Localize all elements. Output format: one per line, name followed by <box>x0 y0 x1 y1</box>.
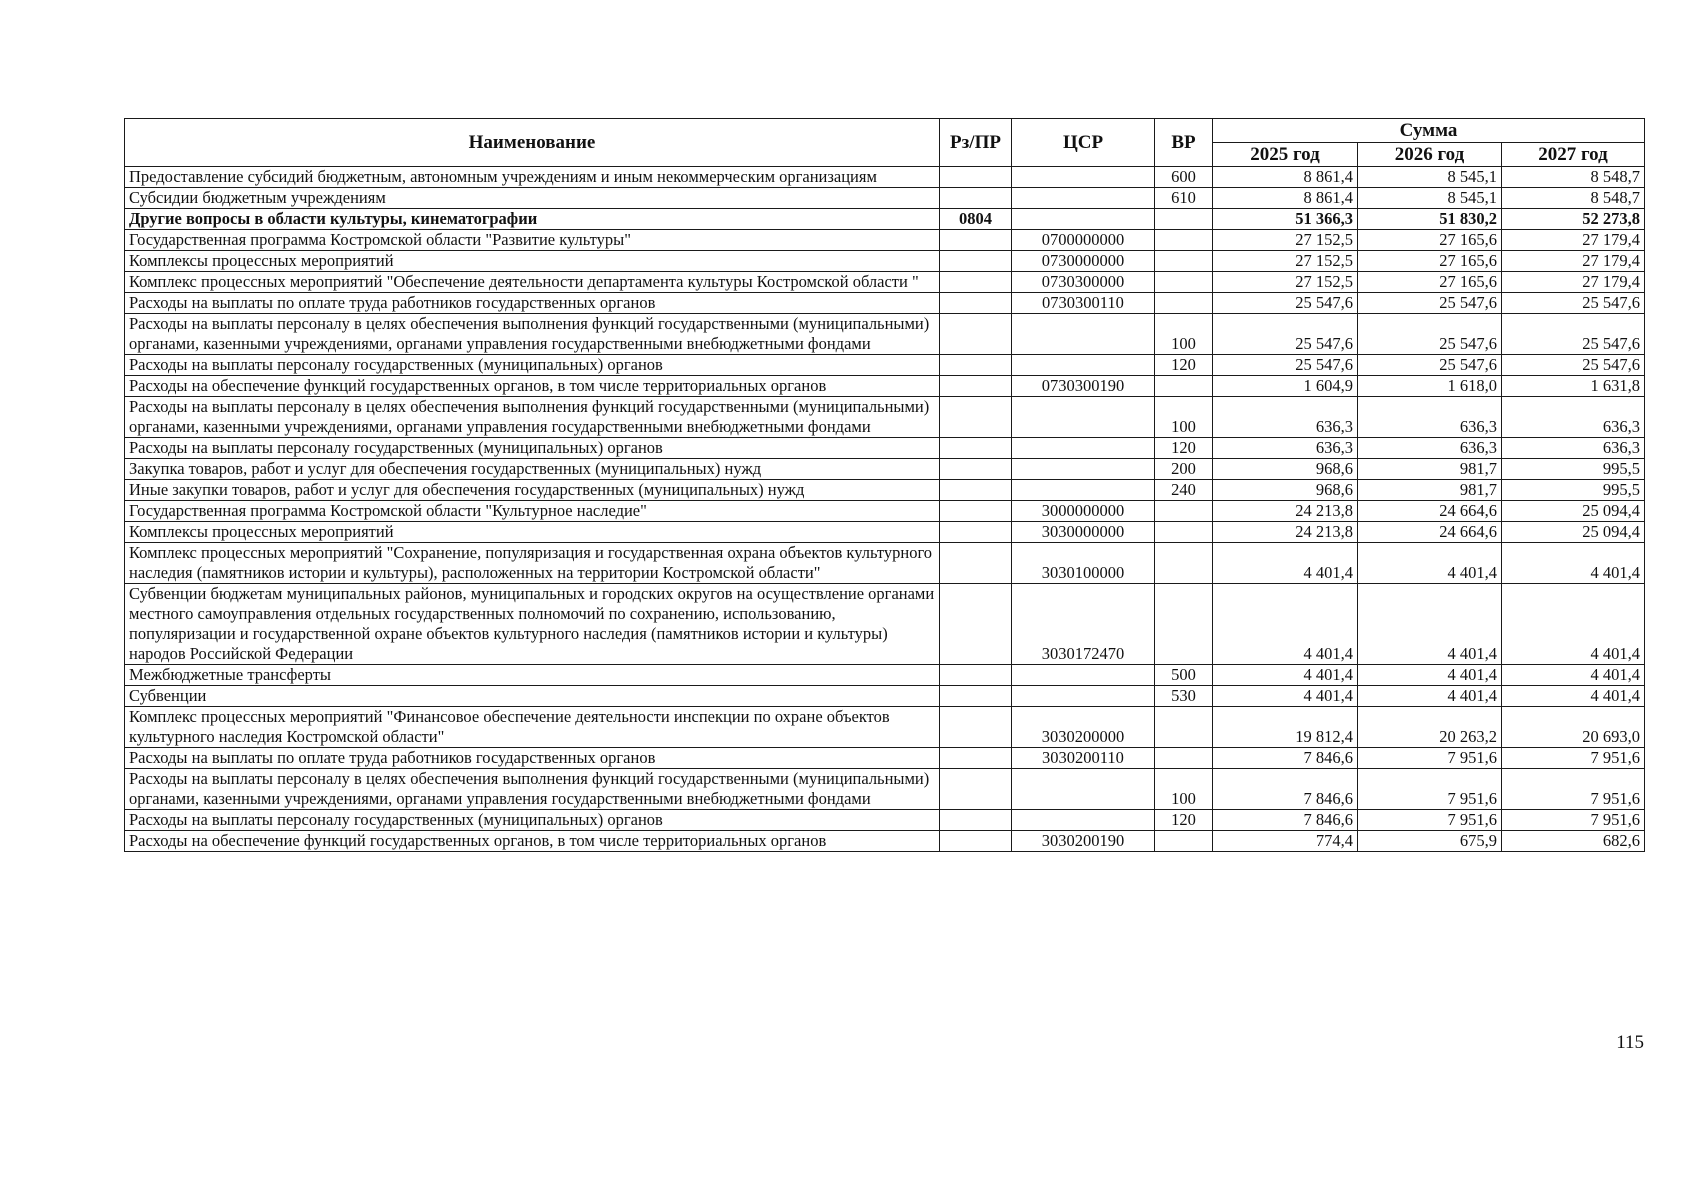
cell-rzpr <box>940 480 1012 501</box>
budget-table <box>124 118 1645 852</box>
cell-2027: 25 094,4 <box>1502 501 1645 522</box>
cell-vr: 500 <box>1155 665 1213 686</box>
cell-2025: 968,6 <box>1213 480 1358 501</box>
cell-2025: 25 547,6 <box>1213 293 1358 314</box>
table-row <box>125 376 1645 397</box>
cell-rzpr <box>940 501 1012 522</box>
table-row <box>125 769 1645 810</box>
cell-rzpr <box>940 748 1012 769</box>
cell-name: Субвенции бюджетам муниципальных районов, муниципальных и городских округов на осуществление органами местного самоуправления отдельных государственных полномочий по сохранению, использованию, популяризации и государственной охране объектов культурного наследия (памятников истории и культуры) народов Российской Федерации <box>125 584 940 665</box>
cell-name: Закупка товаров, работ и услуг для обеспечения государственных (муниципальных) нужд <box>125 459 940 480</box>
cell-vr: 100 <box>1155 769 1213 810</box>
cell-name: Предоставление субсидий бюджетным, автономным учреждениям и иным некоммерческим организациям <box>125 167 940 188</box>
cell-csr <box>1012 686 1155 707</box>
cell-rzpr <box>940 397 1012 438</box>
cell-2026: 981,7 <box>1358 459 1502 480</box>
cell-csr: 3030200190 <box>1012 831 1155 852</box>
table-row <box>125 188 1645 209</box>
cell-csr <box>1012 188 1155 209</box>
table-body <box>125 167 1645 852</box>
cell-2025: 968,6 <box>1213 459 1358 480</box>
cell-2026: 7 951,6 <box>1358 769 1502 810</box>
cell-2027: 636,3 <box>1502 438 1645 459</box>
table-row <box>125 293 1645 314</box>
cell-vr <box>1155 707 1213 748</box>
cell-2027: 25 547,6 <box>1502 355 1645 376</box>
cell-vr: 100 <box>1155 314 1213 355</box>
cell-2027: 8 548,7 <box>1502 188 1645 209</box>
cell-2026: 1 618,0 <box>1358 376 1502 397</box>
cell-rzpr <box>940 438 1012 459</box>
cell-2025: 7 846,6 <box>1213 769 1358 810</box>
cell-csr <box>1012 167 1155 188</box>
table-header <box>125 119 1645 167</box>
cell-vr <box>1155 748 1213 769</box>
cell-2026: 636,3 <box>1358 397 1502 438</box>
cell-name: Государственная программа Костромской области "Культурное наследие" <box>125 501 940 522</box>
cell-vr: 120 <box>1155 355 1213 376</box>
cell-2026: 27 165,6 <box>1358 251 1502 272</box>
cell-2027: 52 273,8 <box>1502 209 1645 230</box>
cell-rzpr <box>940 831 1012 852</box>
page-number: 115 <box>1616 1032 1644 1053</box>
table-row <box>125 501 1645 522</box>
cell-2027: 682,6 <box>1502 831 1645 852</box>
cell-csr: 3030000000 <box>1012 522 1155 543</box>
cell-csr: 0700000000 <box>1012 230 1155 251</box>
cell-2025: 27 152,5 <box>1213 230 1358 251</box>
cell-2026: 25 547,6 <box>1358 314 1502 355</box>
table-row <box>125 480 1645 501</box>
cell-2025: 636,3 <box>1213 397 1358 438</box>
table-row <box>125 251 1645 272</box>
table-row <box>125 686 1645 707</box>
table-row <box>125 748 1645 769</box>
table-row <box>125 272 1645 293</box>
cell-name: Расходы на выплаты персоналу государственных (муниципальных) органов <box>125 438 940 459</box>
cell-2027: 7 951,6 <box>1502 810 1645 831</box>
cell-csr: 3000000000 <box>1012 501 1155 522</box>
cell-name: Расходы на выплаты по оплате труда работников государственных органов <box>125 748 940 769</box>
cell-csr <box>1012 438 1155 459</box>
cell-2026: 27 165,6 <box>1358 272 1502 293</box>
cell-name: Субсидии бюджетным учреждениям <box>125 188 940 209</box>
cell-2026: 7 951,6 <box>1358 748 1502 769</box>
cell-2025: 1 604,9 <box>1213 376 1358 397</box>
cell-name: Иные закупки товаров, работ и услуг для обеспечения государственных (муниципальных) нужд <box>125 480 940 501</box>
cell-2026: 4 401,4 <box>1358 686 1502 707</box>
cell-rzpr: 0804 <box>940 209 1012 230</box>
cell-2026: 27 165,6 <box>1358 230 1502 251</box>
table-row <box>125 831 1645 852</box>
cell-2025: 8 861,4 <box>1213 188 1358 209</box>
cell-csr <box>1012 355 1155 376</box>
header-year-2026: 2026 год <box>1358 143 1502 167</box>
cell-csr <box>1012 480 1155 501</box>
cell-name: Расходы на обеспечение функций государственных органов, в том числе территориальных органов <box>125 376 940 397</box>
cell-name: Государственная программа Костромской области "Развитие культуры" <box>125 230 940 251</box>
cell-csr: 3030172470 <box>1012 584 1155 665</box>
header-vr: ВР <box>1155 119 1213 167</box>
table-row <box>125 438 1645 459</box>
cell-rzpr <box>940 251 1012 272</box>
cell-rzpr <box>940 314 1012 355</box>
cell-2027: 4 401,4 <box>1502 543 1645 584</box>
cell-2025: 7 846,6 <box>1213 810 1358 831</box>
cell-rzpr <box>940 584 1012 665</box>
cell-2025: 4 401,4 <box>1213 543 1358 584</box>
cell-2025: 25 547,6 <box>1213 314 1358 355</box>
cell-2025: 8 861,4 <box>1213 167 1358 188</box>
cell-2026: 8 545,1 <box>1358 167 1502 188</box>
cell-rzpr <box>940 769 1012 810</box>
cell-csr <box>1012 769 1155 810</box>
cell-2025: 19 812,4 <box>1213 707 1358 748</box>
cell-2027: 20 693,0 <box>1502 707 1645 748</box>
cell-name: Расходы на выплаты персоналу в целях обеспечения выполнения функций государственными (муниципальными) органами, казенными учреждениями, органами управления государственными внебюджетными фондами <box>125 314 940 355</box>
cell-name: Комплекс процессных мероприятий "Обеспечение деятельности департамента культуры Костромской области " <box>125 272 940 293</box>
cell-rzpr <box>940 293 1012 314</box>
cell-rzpr <box>940 167 1012 188</box>
cell-csr <box>1012 665 1155 686</box>
table-row <box>125 810 1645 831</box>
cell-vr <box>1155 376 1213 397</box>
cell-csr: 3030200000 <box>1012 707 1155 748</box>
cell-2026: 24 664,6 <box>1358 522 1502 543</box>
cell-2026: 20 263,2 <box>1358 707 1502 748</box>
cell-2027: 4 401,4 <box>1502 665 1645 686</box>
table-row <box>125 355 1645 376</box>
cell-name: Комплекс процессных мероприятий "Сохранение, популяризация и государственная охрана объектов культурного наследия (памятников истории и культуры), расположенных на территории Костромской области" <box>125 543 940 584</box>
table-row <box>125 584 1645 665</box>
cell-2027: 995,5 <box>1502 459 1645 480</box>
cell-csr <box>1012 314 1155 355</box>
cell-name: Другие вопросы в области культуры, кинематографии <box>125 209 940 230</box>
table-row <box>125 665 1645 686</box>
header-rzpr: Рз/ПР <box>940 119 1012 167</box>
table-row <box>125 707 1645 748</box>
cell-csr: 0730300000 <box>1012 272 1155 293</box>
cell-2027: 27 179,4 <box>1502 230 1645 251</box>
cell-vr: 610 <box>1155 188 1213 209</box>
cell-2026: 51 830,2 <box>1358 209 1502 230</box>
cell-2027: 25 094,4 <box>1502 522 1645 543</box>
cell-vr: 100 <box>1155 397 1213 438</box>
cell-name: Субвенции <box>125 686 940 707</box>
cell-2025: 774,4 <box>1213 831 1358 852</box>
table-row <box>125 397 1645 438</box>
cell-2027: 4 401,4 <box>1502 584 1645 665</box>
cell-vr <box>1155 831 1213 852</box>
header-year-2027: 2027 год <box>1502 143 1645 167</box>
cell-2027: 27 179,4 <box>1502 272 1645 293</box>
cell-name: Расходы на обеспечение функций государственных органов, в том числе территориальных органов <box>125 831 940 852</box>
cell-2027: 7 951,6 <box>1502 769 1645 810</box>
cell-2027: 636,3 <box>1502 397 1645 438</box>
header-sum: Сумма <box>1213 119 1645 143</box>
cell-name: Комплексы процессных мероприятий <box>125 251 940 272</box>
cell-2026: 4 401,4 <box>1358 584 1502 665</box>
cell-2025: 7 846,6 <box>1213 748 1358 769</box>
header-year-2025: 2025 год <box>1213 143 1358 167</box>
cell-name: Межбюджетные трансферты <box>125 665 940 686</box>
cell-name: Комплексы процессных мероприятий <box>125 522 940 543</box>
cell-2026: 8 545,1 <box>1358 188 1502 209</box>
cell-2027: 4 401,4 <box>1502 686 1645 707</box>
cell-csr <box>1012 209 1155 230</box>
cell-2025: 4 401,4 <box>1213 584 1358 665</box>
table-row <box>125 459 1645 480</box>
cell-csr <box>1012 810 1155 831</box>
cell-vr <box>1155 209 1213 230</box>
cell-2027: 7 951,6 <box>1502 748 1645 769</box>
table-row <box>125 543 1645 584</box>
cell-2025: 4 401,4 <box>1213 686 1358 707</box>
cell-csr <box>1012 397 1155 438</box>
cell-name: Расходы на выплаты персоналу государственных (муниципальных) органов <box>125 355 940 376</box>
cell-2025: 27 152,5 <box>1213 251 1358 272</box>
cell-2025: 25 547,6 <box>1213 355 1358 376</box>
header-csr: ЦСР <box>1012 119 1155 167</box>
cell-csr: 0730300110 <box>1012 293 1155 314</box>
cell-vr <box>1155 584 1213 665</box>
cell-vr <box>1155 522 1213 543</box>
cell-vr: 600 <box>1155 167 1213 188</box>
cell-2026: 636,3 <box>1358 438 1502 459</box>
cell-rzpr <box>940 707 1012 748</box>
cell-name: Комплекс процессных мероприятий "Финансовое обеспечение деятельности инспекции по охране объектов культурного наследия Костромской области" <box>125 707 940 748</box>
cell-rzpr <box>940 543 1012 584</box>
table-row <box>125 230 1645 251</box>
table-row <box>125 209 1645 230</box>
cell-csr: 3030200110 <box>1012 748 1155 769</box>
cell-csr: 3030100000 <box>1012 543 1155 584</box>
cell-csr <box>1012 459 1155 480</box>
cell-vr <box>1155 230 1213 251</box>
cell-rzpr <box>940 686 1012 707</box>
cell-vr: 240 <box>1155 480 1213 501</box>
cell-2026: 25 547,6 <box>1358 355 1502 376</box>
cell-rzpr <box>940 459 1012 480</box>
cell-2025: 24 213,8 <box>1213 501 1358 522</box>
cell-2026: 7 951,6 <box>1358 810 1502 831</box>
cell-name: Расходы на выплаты персоналу в целях обеспечения выполнения функций государственными (муниципальными) органами, казенными учреждениями, органами управления государственными внебюджетными фондами <box>125 397 940 438</box>
cell-2025: 24 213,8 <box>1213 522 1358 543</box>
cell-vr: 120 <box>1155 438 1213 459</box>
cell-vr <box>1155 543 1213 584</box>
cell-rzpr <box>940 522 1012 543</box>
cell-2027: 8 548,7 <box>1502 167 1645 188</box>
cell-name: Расходы на выплаты персоналу в целях обеспечения выполнения функций государственными (муниципальными) органами, казенными учреждениями, органами управления государственными внебюджетными фондами <box>125 769 940 810</box>
cell-csr: 0730300190 <box>1012 376 1155 397</box>
cell-2026: 4 401,4 <box>1358 665 1502 686</box>
cell-2027: 25 547,6 <box>1502 293 1645 314</box>
cell-2025: 636,3 <box>1213 438 1358 459</box>
cell-2025: 27 152,5 <box>1213 272 1358 293</box>
cell-vr <box>1155 501 1213 522</box>
cell-2026: 675,9 <box>1358 831 1502 852</box>
cell-name: Расходы на выплаты по оплате труда работников государственных органов <box>125 293 940 314</box>
header-name: Наименование <box>125 119 940 167</box>
cell-2026: 4 401,4 <box>1358 543 1502 584</box>
cell-vr <box>1155 272 1213 293</box>
cell-rzpr <box>940 355 1012 376</box>
cell-name: Расходы на выплаты персоналу государственных (муниципальных) органов <box>125 810 940 831</box>
cell-vr: 530 <box>1155 686 1213 707</box>
cell-rzpr <box>940 272 1012 293</box>
cell-2026: 981,7 <box>1358 480 1502 501</box>
cell-vr: 200 <box>1155 459 1213 480</box>
cell-vr: 120 <box>1155 810 1213 831</box>
table-row <box>125 314 1645 355</box>
cell-2026: 24 664,6 <box>1358 501 1502 522</box>
cell-2027: 25 547,6 <box>1502 314 1645 355</box>
cell-2027: 995,5 <box>1502 480 1645 501</box>
cell-rzpr <box>940 188 1012 209</box>
table-row <box>125 522 1645 543</box>
cell-rzpr <box>940 665 1012 686</box>
cell-rzpr <box>940 376 1012 397</box>
cell-2026: 25 547,6 <box>1358 293 1502 314</box>
cell-vr <box>1155 251 1213 272</box>
cell-2025: 51 366,3 <box>1213 209 1358 230</box>
cell-2027: 1 631,8 <box>1502 376 1645 397</box>
table-row <box>125 167 1645 188</box>
cell-2027: 27 179,4 <box>1502 251 1645 272</box>
cell-rzpr <box>940 230 1012 251</box>
cell-2025: 4 401,4 <box>1213 665 1358 686</box>
cell-rzpr <box>940 810 1012 831</box>
cell-vr <box>1155 293 1213 314</box>
cell-csr: 0730000000 <box>1012 251 1155 272</box>
